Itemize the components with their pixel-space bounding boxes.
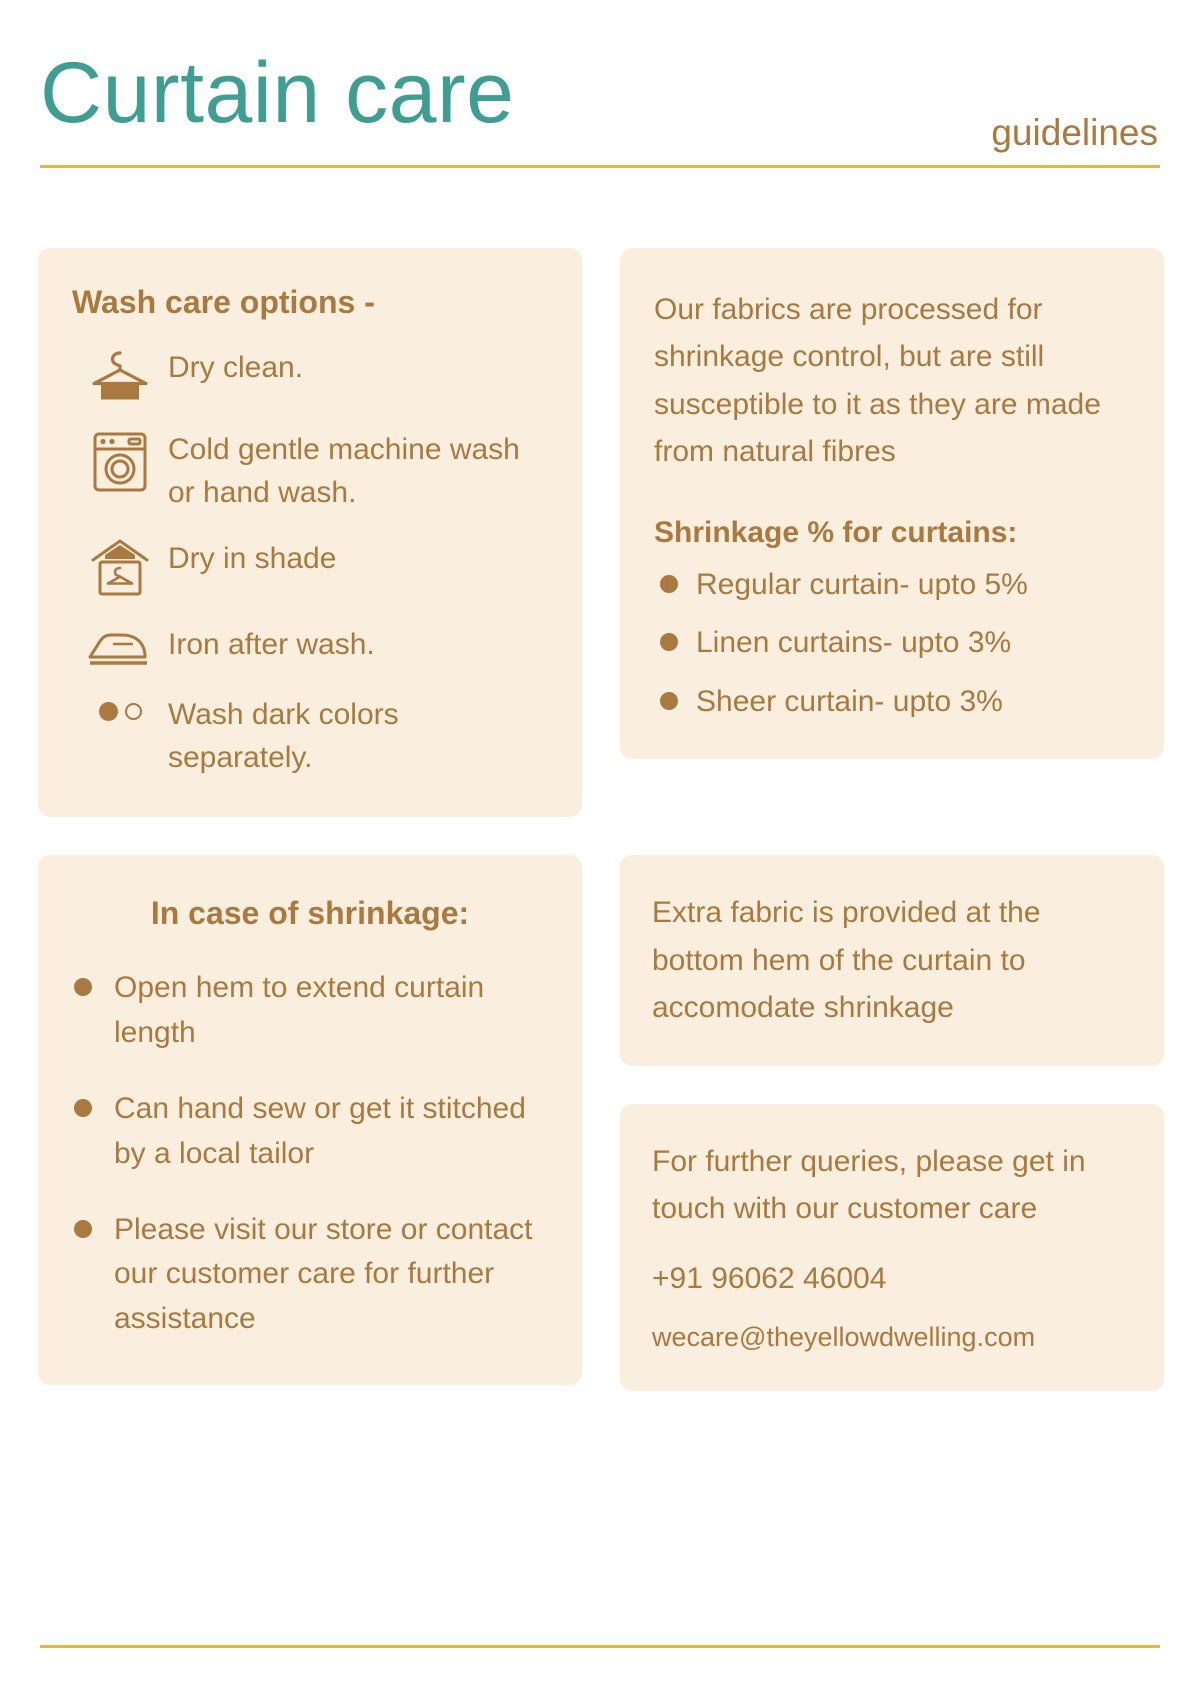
list-item-label: Open hem to extend curtain length: [114, 971, 485, 1049]
page-title: Curtain care: [40, 45, 515, 141]
list-item: [72, 536, 548, 600]
wash-care-card: [38, 248, 582, 817]
bullet-icon: [660, 575, 678, 593]
list-item-label: Linen curtains- upto 3%: [696, 626, 1012, 660]
bullet-icon: [660, 692, 678, 710]
email-address[interactable]: wecare@theyellowdwelling.com: [652, 1322, 1036, 1353]
bullet-icon: [660, 633, 678, 651]
wash-care-item-label: Wash dark colors separately.: [168, 698, 399, 774]
wash-care-list: [72, 345, 548, 779]
list-item-label: Sheer curtain- upto 3%: [696, 684, 1003, 718]
shrinkage-info-card: [620, 248, 1164, 759]
header-divider: [40, 165, 1160, 168]
iron-icon: [72, 622, 168, 670]
list-item: [72, 1087, 548, 1176]
wash-care-title: Wash care options -: [72, 284, 375, 320]
shrinkage-intro-text: Our fabrics are processed for shrinkage control, but are still susceptible to it as they are made from natural fibres: [654, 293, 1101, 469]
footer-divider: [40, 1645, 1160, 1648]
phone-number[interactable]: +91 96062 46004: [652, 1262, 887, 1296]
list-item-label: Can hand sew or get it stitched by a local tailor: [114, 1092, 526, 1170]
page-subtitle: guidelines: [991, 112, 1158, 153]
document-header: [38, 40, 1162, 168]
list-item: [654, 681, 1130, 724]
hanger-icon: [72, 345, 168, 405]
list-item: [72, 427, 548, 514]
in-case-list: [72, 966, 548, 1341]
extra-fabric-text: Extra fabric is provided at the bottom hem of the curtain to accomodate shrinkage: [652, 896, 1041, 1025]
list-item: [72, 1208, 548, 1341]
list-item-label: Please visit our store or contact our customer care for further assistance: [114, 1212, 533, 1335]
bullet-icon: [74, 978, 92, 996]
list-item: [654, 564, 1130, 607]
wash-care-item-label: Dry clean.: [168, 351, 304, 384]
shrinkage-percent-heading: Shrinkage % for curtains:: [654, 515, 1018, 549]
queries-card: [620, 1104, 1164, 1392]
list-item: [654, 622, 1130, 665]
washing-machine-icon: [72, 427, 168, 495]
shrinkage-percent-list: [654, 564, 1130, 724]
list-item: [72, 622, 548, 670]
bullet-icon: [74, 1099, 92, 1117]
list-item: [72, 692, 548, 779]
content-grid: [38, 248, 1162, 1391]
list-item: [72, 966, 548, 1055]
two-dots-icon: [72, 692, 168, 721]
in-case-title: In case of shrinkage:: [150, 895, 470, 932]
extra-fabric-card: [620, 855, 1164, 1065]
wash-care-item-label: Iron after wash.: [168, 628, 375, 662]
wash-care-item-label: Cold gentle machine wash or hand wash.: [168, 433, 520, 509]
right-column: [620, 855, 1164, 1391]
bullet-icon: [74, 1220, 92, 1238]
in-case-of-shrinkage-card: [38, 855, 582, 1385]
list-item: [72, 345, 548, 405]
wash-care-item-label: Dry in shade: [168, 542, 337, 576]
dry-in-shade-icon: [72, 536, 168, 600]
queries-text: For further queries, please get in touch with our customer care: [652, 1144, 1086, 1225]
list-item-label: Regular curtain- upto 5%: [696, 567, 1028, 601]
